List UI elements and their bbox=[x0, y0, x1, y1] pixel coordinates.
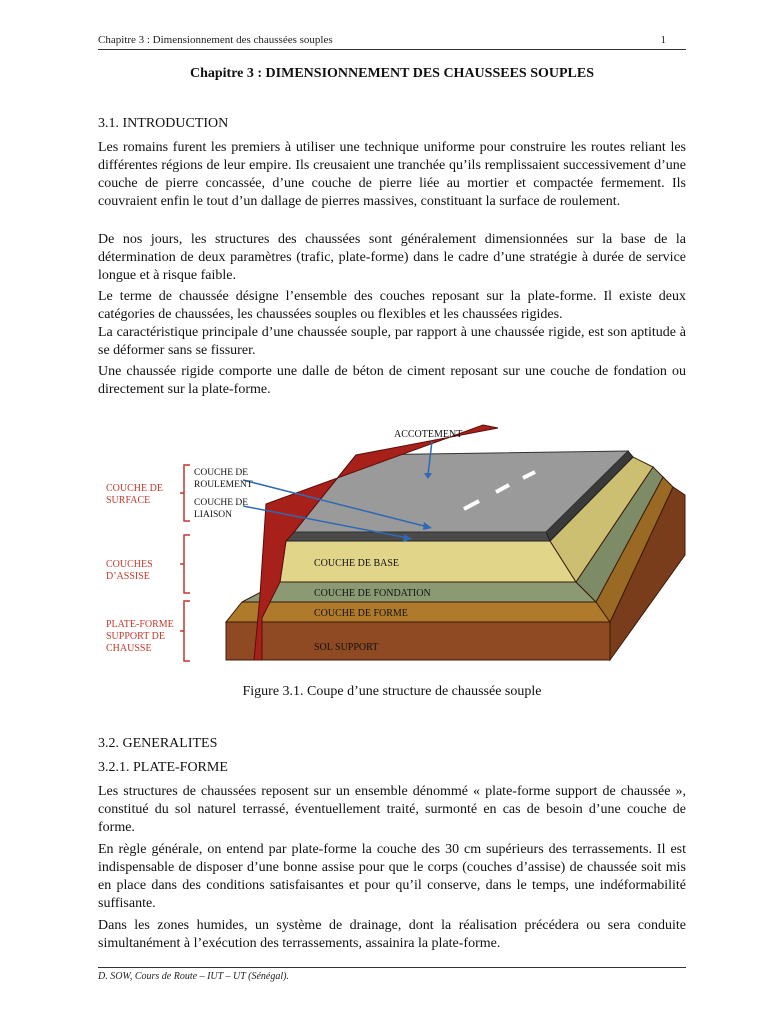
layer-couche-de-forme bbox=[226, 602, 610, 622]
layer-sol-support bbox=[226, 622, 610, 660]
label-plate-forme: CHAUSSE bbox=[106, 643, 152, 654]
label-couche-de-liaison: LIAISON bbox=[194, 510, 232, 520]
label-couche-de-liaison: COUCHE DE bbox=[194, 498, 249, 508]
label-plate-forme: PLATE-FORME bbox=[106, 619, 174, 630]
page-number: 1 bbox=[660, 34, 666, 46]
pavement-cross-section-figure bbox=[98, 415, 686, 675]
label-couche-de-forme: COUCHE DE FORME bbox=[314, 608, 408, 619]
figure-caption: Figure 3.1. Coupe d’une structure de chaussée souple bbox=[242, 684, 542, 699]
label-sol-support: SOL SUPPORT bbox=[314, 642, 379, 653]
section-heading-introduction: 3.1. INTRODUCTION bbox=[98, 116, 229, 131]
label-accotement: ACCOTEMENT bbox=[394, 429, 463, 440]
bracket-assise bbox=[180, 535, 190, 593]
header-divider bbox=[98, 49, 686, 50]
chapter-title: Chapitre 3 : DIMENSIONNEMENT DES CHAUSSEES SOUPLES bbox=[189, 66, 594, 81]
layer-couche-de-liaison bbox=[286, 532, 550, 541]
paragraph-zones-humides: Dans les zones humides, un système de drainage, dont la réalisation précédera ou sera conduite simultanément à l’exécution des terrassements, assainira la plate-forme. bbox=[98, 918, 686, 951]
paragraph-modern-design: De nos jours, les structures des chaussées sont généralement dimensionnées sur la base de la détermination de deux paramètres (trafic, plate-forme) dans le cadre d’une stratégie à durée de service longue et à risque faible. bbox=[98, 232, 686, 283]
label-couches-d-assise: COUCHES bbox=[106, 559, 153, 570]
paragraph-romans: Les romains furent les premiers à utiliser une technique uniforme pour construire les routes reliant les différentes régions de leur empire. Ils creusaient une tranchée qu’ils remplissaient successivement d’une couche de pierre concassée, d’une couche de pierre liée au mortier et compactée fermement. Ils couvraient enfin le tout d’un dallage de pierres massives, constituant la surface de roulement. bbox=[98, 140, 686, 209]
section-heading-generalites: 3.2. GENERALITES bbox=[98, 736, 218, 751]
paragraph-plate-forme-support: Les structures de chaussées reposent sur un ensemble dénommé « plate-forme support de chaussée », constitué du sol naturel terrassé, éventuellement traité, surmonté en cas de besoin d’une couche de forme. bbox=[98, 784, 686, 835]
footer-credit: D. SOW, Cours de Route – IUT – UT (Sénégal). bbox=[98, 971, 289, 982]
paragraph-regle-generale: En règle générale, on entend par plate-forme la couche des 30 cm supérieurs des terrassements. Il est indispensable de disposer d’une bonne assise pour que le corps (couches d’assise) de chaussée soit mis en place dans des conditions satisfaisantes et pour qu’il conserve, dans le temps, une indéformabilité suffisante. bbox=[98, 842, 686, 911]
bracket-surface bbox=[180, 465, 190, 521]
label-plate-forme: SUPPORT DE bbox=[106, 631, 165, 642]
paragraph-chaussee-definition: Le terme de chaussée désigne l’ensemble des couches reposant sur la plate-forme. Il existe deux catégories de chaussées, les chaussées souples ou flexibles et les chaussées rigides. bbox=[98, 289, 686, 322]
paragraph-chaussee-souple: La caractéristique principale d’une chaussée souple, par rapport à une chaussée rigide, est son aptitude à se déformer sans se fissurer. bbox=[98, 325, 686, 358]
bracket-plate-forme bbox=[180, 601, 190, 661]
label-couche-de-fondation: COUCHE DE FONDATION bbox=[314, 588, 431, 599]
section-heading-plate-forme: 3.2.1. PLATE-FORME bbox=[98, 760, 228, 775]
paragraph-chaussee-rigide: Une chaussée rigide comporte une dalle de béton de ciment reposant sur une couche de fondation ou directement sur la plate-forme. bbox=[98, 364, 686, 397]
header-chapter: Chapitre 3 : Dimensionnement des chaussées souples bbox=[98, 34, 333, 46]
label-couches-d-assise: D’ASSISE bbox=[106, 571, 150, 582]
label-couche-de-surface: COUCHE DE bbox=[106, 483, 163, 494]
label-couche-de-base: COUCHE DE BASE bbox=[314, 558, 400, 569]
running-header bbox=[98, 34, 670, 46]
label-couche-de-surface: SURFACE bbox=[106, 495, 151, 506]
label-couche-de-roulement: COUCHE DE bbox=[194, 468, 249, 478]
footer-divider bbox=[98, 967, 686, 968]
label-couche-de-roulement: ROULEMENT bbox=[194, 480, 253, 490]
